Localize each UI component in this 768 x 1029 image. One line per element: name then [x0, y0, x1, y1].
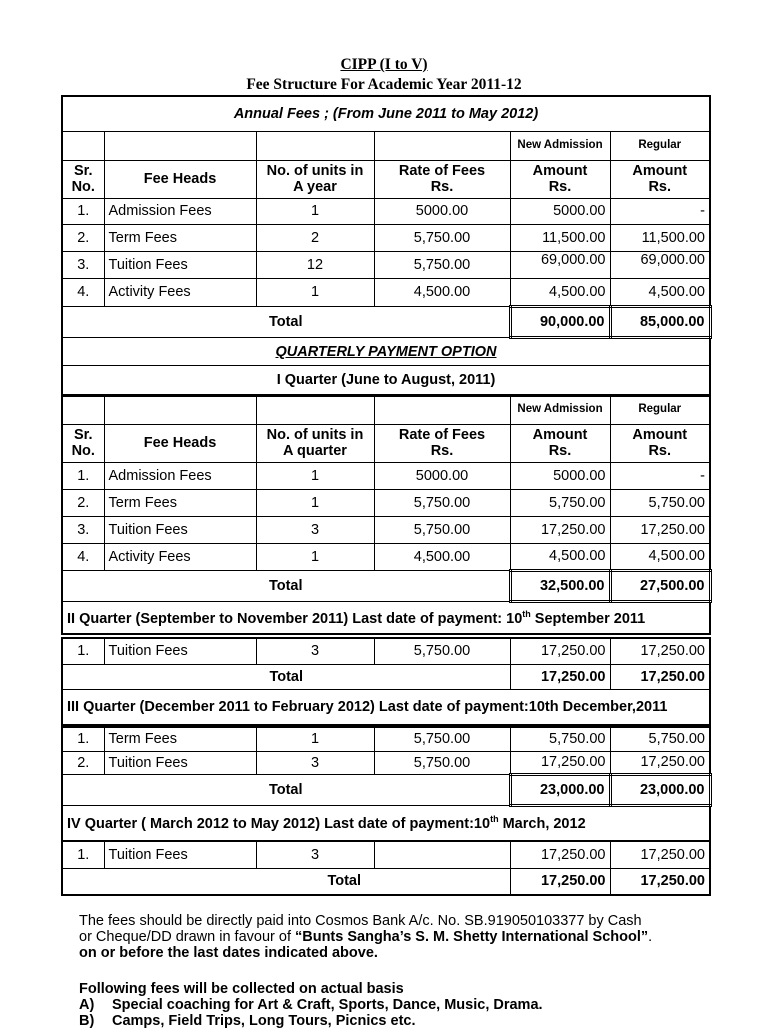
col-regular: Regular — [610, 131, 710, 160]
table-row: 3. Tuition Fees 12 5,750.00 69,000.00 69,000.00 — [62, 251, 710, 278]
header-sr: Sr. No. — [62, 160, 104, 198]
annual-heading: Annual Fees ; (From June 2011 to May 2012) — [62, 96, 710, 131]
q2-fee-table — [61, 637, 711, 726]
header-amount-regular: Amount Rs. — [610, 160, 710, 198]
table-row: 1. Admission Fees 1 5000.00 5000.00 - — [62, 462, 710, 489]
header-rate: Rate of Fees Rs. — [374, 160, 510, 198]
table-row: 3. Tuition Fees 3 5,750.00 17,250.00 17,250.00 — [62, 516, 710, 543]
document-title: CIPP (I to V) — [340, 56, 428, 73]
q2-total-regular: 17,250.00 — [610, 664, 710, 689]
q3-total-regular: 23,000.00 — [610, 774, 710, 805]
q1-heading: I Quarter (June to August, 2011) — [62, 365, 710, 396]
q4-fee-table — [61, 840, 711, 896]
total-row: Total 17,250.00 17,250.00 — [62, 868, 710, 895]
header-amount-new: Amount Rs. — [510, 160, 610, 198]
q1-fee-table: New Admission Regular Sr. No. Fee Heads No. of units in A quarter Rate of Fees Rs. Amount Rs. Amount Rs. 1. Admission Fees 1 5000.00 5000.00 - 2. Term Fees 1 5,750.00 5,750.00 5,750.00 3. Tuition Fees 3 5,750.00 17,250.00 17,250.00 4. Activity Fees 1 4,500.00 4,500.00 4,500.00 Total 32,500.00 27,500.00 II Quarter (September to November 2011) Last date of payment: 10th September 2011 — [61, 394, 712, 635]
q4-heading: IV Quarter ( March 2012 to May 2012) Last date of payment:10th March, 2012 — [62, 805, 710, 841]
total-row: Total 90,000.00 85,000.00 — [62, 306, 710, 337]
annual-total-new: 90,000.00 — [510, 306, 610, 337]
total-row: Total 17,250.00 17,250.00 — [62, 664, 710, 689]
document-subtitle: Fee Structure For Academic Year 2011-12 — [246, 76, 522, 93]
q4-total-new: 17,250.00 — [510, 868, 610, 895]
q1-total-new: 32,500.00 — [510, 570, 610, 601]
q3-fee-table — [61, 726, 712, 842]
header-fee-heads: Fee Heads — [104, 160, 256, 198]
table-row: 4. Activity Fees 1 4,500.00 4,500.00 4,500.00 — [62, 543, 710, 570]
table-row: 2. Tuition Fees 3 5,750.00 17,250.00 17,250.00 — [62, 751, 710, 774]
actual-basis-note: Following fees will be collected on actual basis A) Special coaching for Art & Craft, Sports, Dance, Music, Drama. B) Camps, Field Trips, Long Tours, Picnics etc. — [79, 981, 543, 1029]
table-row: 1. Tuition Fees 3 5,750.00 17,250.00 17,250.00 — [62, 638, 710, 664]
col-regular: Regular — [610, 395, 710, 424]
q1-total-regular: 27,500.00 — [610, 570, 710, 601]
q2-heading: II Quarter (September to November 2011) Last date of payment: 10th September 2011 — [62, 601, 710, 634]
table-row: 2. Term Fees 1 5,750.00 5,750.00 5,750.00 — [62, 489, 710, 516]
table-row: 1. Tuition Fees 3 17,250.00 17,250.00 — [62, 841, 710, 868]
table-row: 1. Term Fees 1 5,750.00 5,750.00 5,750.00 — [62, 727, 710, 751]
col-new-admission: New Admission — [510, 131, 610, 160]
annual-fee-table — [61, 95, 712, 397]
table-row: 2. Term Fees 2 5,750.00 11,500.00 11,500.00 — [62, 224, 710, 251]
quarterly-heading: QUARTERLY PAYMENT OPTION — [62, 337, 710, 365]
total-row: Total 23,000.00 23,000.00 — [62, 774, 710, 805]
table-row: 4. Activity Fees 1 4,500.00 4,500.00 4,500.00 — [62, 278, 710, 306]
annual-total-regular: 85,000.00 — [610, 306, 710, 337]
col-new-admission: New Admission — [510, 395, 610, 424]
q3-total-new: 23,000.00 — [510, 774, 610, 805]
table-row: 1. Admission Fees 1 5000.00 5000.00 - — [62, 198, 710, 224]
header-units: No. of units in A year — [256, 160, 374, 198]
q2-total-new: 17,250.00 — [510, 664, 610, 689]
payment-instructions: The fees should be directly paid into Cosmos Bank A/c. No. SB.919050103377 by Cash or Cheque/DD drawn in favour of “Bunts Sangha’s S. M. Shetty International School”. on or before the last dates indicated above. — [79, 913, 653, 961]
total-row: Total 32,500.00 27,500.00 — [62, 570, 710, 601]
q3-heading: III Quarter (December 2011 to February 2012) Last date of payment:10th December,2011 — [62, 689, 710, 725]
q4-total-regular: 17,250.00 — [610, 868, 710, 895]
